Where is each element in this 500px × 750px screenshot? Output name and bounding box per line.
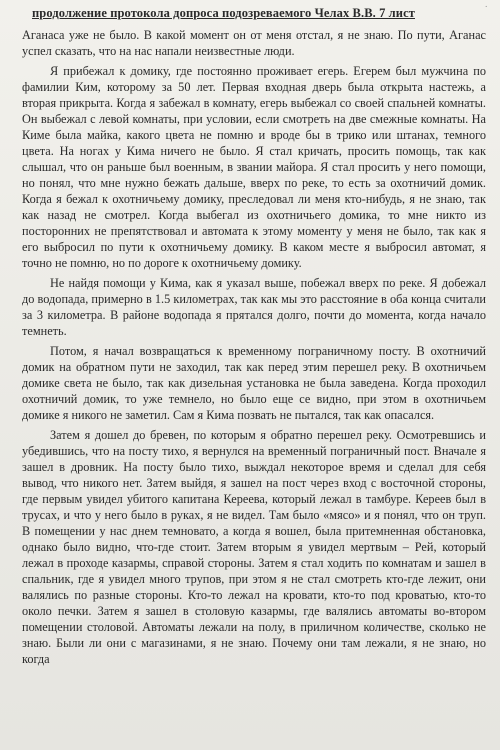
corner-mark: ˙: [484, 4, 488, 16]
paragraph-2: Я прибежал к домику, где постоянно проживает егерь. Егерем был мужчина по фамилии Ким, которому за 50 лет. Первая входная дверь была открыта настежь, а вторая прикрыта. Когда я забежал в комнату, егерь выбежал со своей спальней комнаты. Он выбежал с левой комнаты, при условии, если смотреть на две смежные комнаты. На Киме была майка, какого цвета не помню и вроде бы в трико или штанах, темного цвета. На ногах у Кима ничего не было. Я стал кричать, просить помощь, так как слышал, что он раньше был военным, в звании майора. Я стал просить у него помощи, но понял, что мне нужно бежать дальше, вверх по реке, то есть за охотничий домик. Когда я бежал к охотничьему домику, преследовал ли меня кто-нибудь, я не знаю, так как назад не смотрел. Когда выбегал из охотничьего домика, то мне никто из посторонних не препятствовал и автомата к этому моменту у меня не было, так как я его выбросил по пути к охотничьему домику. В каком месте я выбросил автомат, я точно не помню, но по дороге к охотничьему домику.: [22, 64, 486, 270]
document-body: [22, 27, 486, 667]
paragraph-5: Затем я дошел до бревен, по которым я обратно перешел реку. Осмотревшись и убедившись, что на посту тихо, я вернулся на временный пограничный пост. Вначале я зашел в дровник. На посту было тихо, выждал некоторое время и сделал для себя вывод, что никого нет. Затем выйдя, я зашел на пост через вход с восточной стороны, где первым увидел убитого капитана Кереева, который лежал в тамбуре. Кереев был в трусах, и что у него было в руках, я не видел. Там было «мясо» и я понял, что он труп. В помещении у нас днем темновато, а когда я вошел, была притемненная обстановка, однако было видно, что-где стоит. Затем вторым я увидел мертвым – Рей, который лежал в проходе казармы, справой стороны. Затем я стал ходить по комнатам и зашел в спальник, где я увидел много трупов, при этом я не стал смотреть кто-где лежит, они валялись по разные стороны. Кто-то лежал на кровати, кто-то под кроватью, кто-то около печки. Затем я зашел в столовую казармы, где валялись автоматы во-втором помещении столовой. Автоматы лежали на полу, в приличном количестве, сколько не знаю. Были ли они с магазинами, я не знаю. Почему они там лежали, я не знаю, но когда: [22, 428, 486, 666]
page-header: продолжение протокола допроса подозреваемого Челах В.В. 7 лист: [32, 6, 415, 20]
paragraph-4: Потом, я начал возвращаться к временному пограничному посту. В охотничий домик на обратном пути не заходил, так как перед этим перешел реку. В охотничьем домике света не было, так как дизельная установка не была заведена. Когда проходил охотничий домик, то уже темнело, но было еще се видно, при этом в охотничьем домике я никого не заметил. Сам я Кима позвать не пытался, так как опасался.: [22, 344, 486, 422]
paragraph-1: Аганаса уже не было. В какой момент он от меня отстал, я не знаю. По пути, Аганас успел сказать, что на нас напали неизвестные люди.: [22, 28, 486, 58]
paragraph-3: Не найдя помощи у Кима, как я указал выше, побежал вверх по реке. Я добежал до водопада, примерно в 1.5 километрах, так как мы это расстояние в оба конца считали за 3 километра. В районе водопада я прятался долго, почти до момента, когда начало темнеть.: [22, 276, 486, 338]
